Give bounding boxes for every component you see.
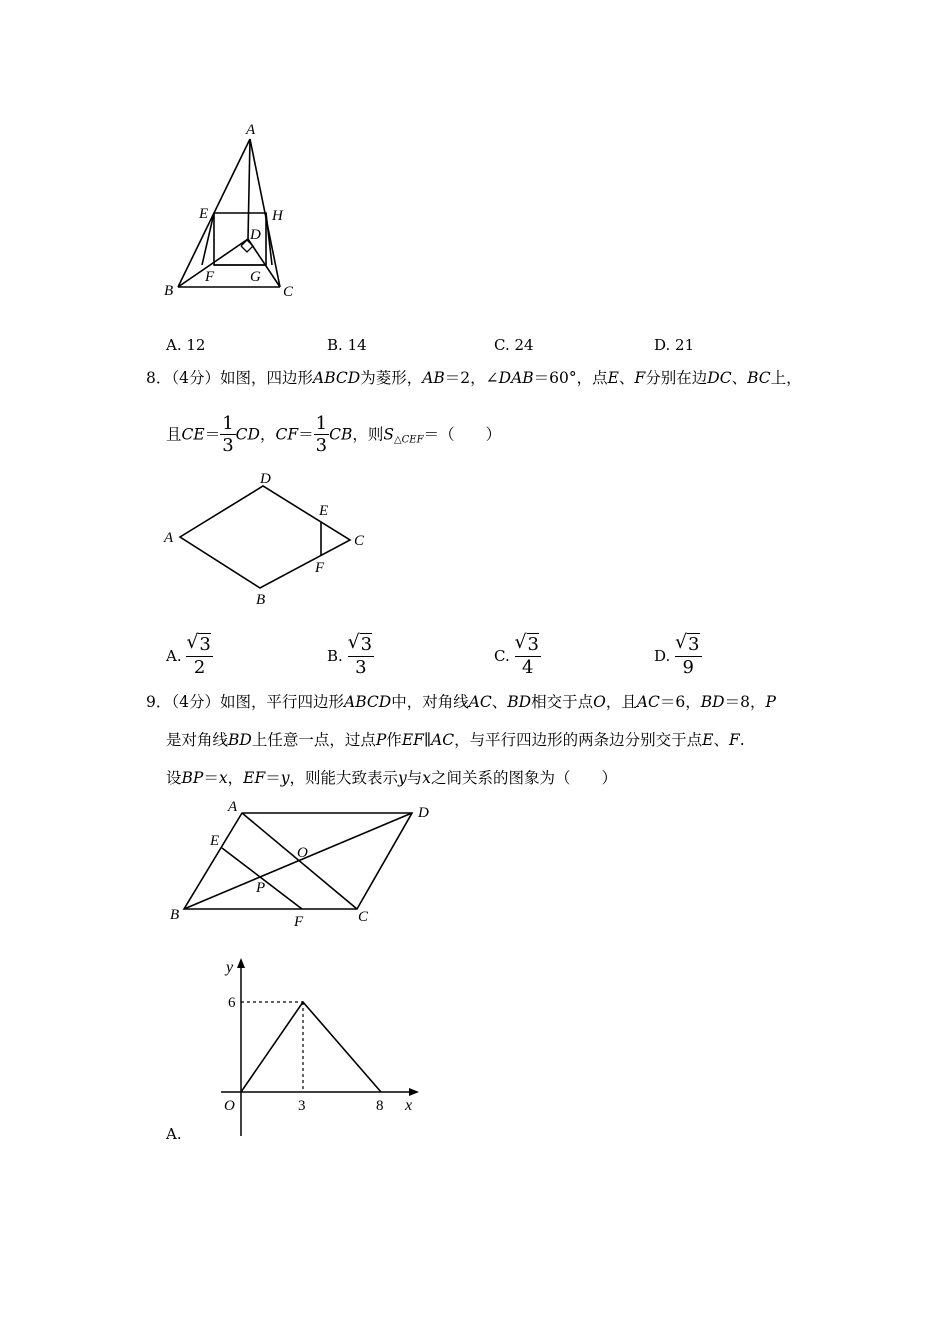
q8-label-a: A <box>164 530 174 546</box>
q9-segment-ef <box>222 848 302 909</box>
q8-label-b: B <box>256 592 266 608</box>
q7-option-d: D. 21 <box>654 336 695 354</box>
q9-label-b: B <box>170 907 180 923</box>
q7-option-c: C. 24 <box>494 336 534 354</box>
q8-figure <box>160 468 380 608</box>
q9-label-e: E <box>210 833 220 849</box>
q7-label-a: A <box>246 122 256 138</box>
q7-label-e: E <box>199 206 209 222</box>
q8-option-c: C. √ $\frac{3}{4}$ <box>494 633 541 679</box>
q7-label-h: H <box>272 208 283 224</box>
q7-figure <box>150 115 320 305</box>
q9-option-a-graph <box>215 950 425 1140</box>
q9-label-o: O <box>297 845 308 861</box>
x-axis-arrow-icon <box>409 1088 419 1096</box>
q8-option-a: A. √ $\frac{3}{2}$ <box>166 633 213 679</box>
q7-option-a: A. 12 <box>166 336 206 354</box>
q7-label-b: B <box>164 283 174 299</box>
graph-x-label: x <box>405 1097 413 1114</box>
q8-label-e: E <box>319 503 329 519</box>
q9-stem-line1: 9．（4分）如图，平行四边形ABCD中，对角线AC、BD相交于点O，且AC＝6，BD＝8，P <box>146 693 776 711</box>
graph-origin-label: O <box>224 1098 235 1114</box>
q8-fraction-ce: $\frac{1}{3}$ <box>222 413 234 456</box>
q8-stem-line1: 8．（4分）如图，四边形ABCD为菱形，AB＝2，∠DAB＝60°，点E、F分别在边DC、BC上， <box>146 369 802 387</box>
q8-fraction-cf: $\frac{1}{3}$ <box>315 413 328 456</box>
graph-line <box>241 1002 381 1092</box>
q9-diagonal-bd <box>184 813 412 909</box>
q7-option-b: B. 14 <box>327 336 367 354</box>
q9-label-f: F <box>294 914 304 930</box>
q7-label-c: C <box>283 284 294 300</box>
q7-label-g: G <box>250 269 261 285</box>
q9-label-p: P <box>256 880 266 896</box>
q8-label-f: F <box>315 560 325 576</box>
q7-label-d: D <box>250 227 261 243</box>
q7-edge-ad <box>248 139 250 239</box>
q9-label-a: A <box>228 799 238 815</box>
q9-option-a-label: A. <box>166 1125 182 1143</box>
y-axis-arrow-icon <box>237 958 245 968</box>
q9-stem-line2: 是对角线BD上任意一点，过点P作EF∥AC，与平行四边形的两条边分别交于点E、F. <box>166 731 745 749</box>
q9-figure <box>160 795 450 935</box>
graph-y-label: y <box>226 959 234 976</box>
q7-label-f: F <box>205 269 215 285</box>
graph-y-tick-6: 6 <box>228 995 236 1011</box>
q8-label-d: D <box>260 471 271 487</box>
graph-x-tick-8: 8 <box>376 1098 384 1114</box>
q9-label-d: D <box>418 805 429 821</box>
q9-label-c: C <box>358 909 369 925</box>
q8-rhombus <box>180 486 350 588</box>
graph-x-tick-3: 3 <box>298 1098 306 1114</box>
q8-option-b: B. √ $\frac{3}{3}$ <box>327 633 374 679</box>
q8-label-c: C <box>354 533 365 549</box>
q9-stem-line3: 设BP＝x，EF＝y，则能大致表示y与x之间关系的图象为（ ） <box>166 769 618 787</box>
q8-stem-line2: 且CE＝ $\frac{1}{3}$ CD，CF＝ $\frac{1}{3}$ CB，则$S_{\triangle CEF}=$（ ） <box>166 413 502 456</box>
q8-option-d: D. √ $\frac{3}{9}$ <box>654 633 702 679</box>
